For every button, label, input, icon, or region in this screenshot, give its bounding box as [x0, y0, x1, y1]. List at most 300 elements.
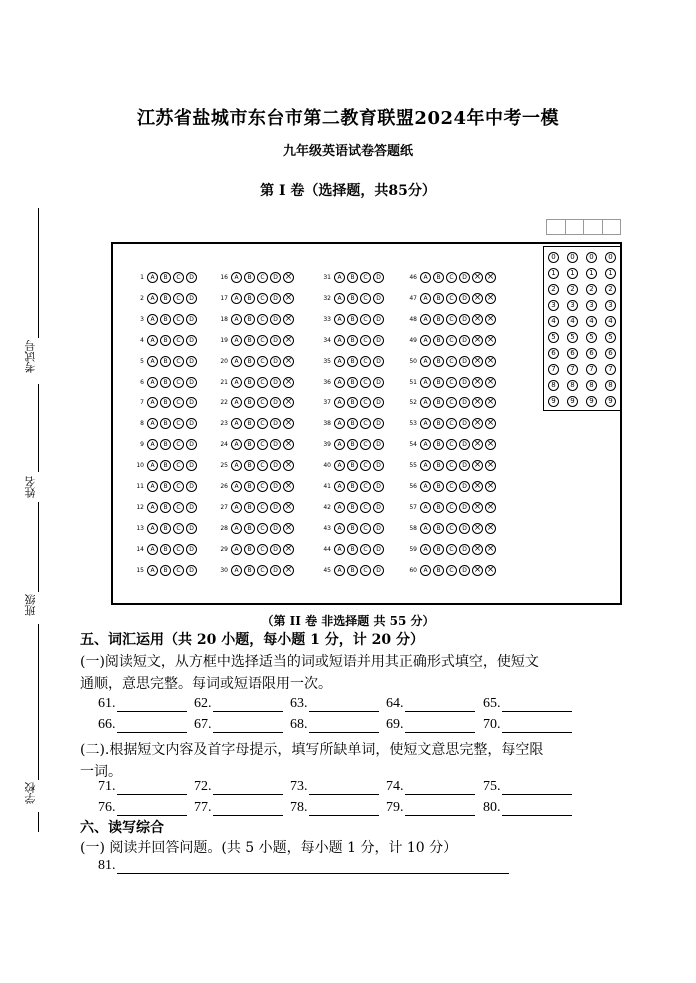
option-bubble[interactable]: D [186, 397, 197, 408]
option-bubble[interactable]: A [420, 439, 431, 450]
option-bubble[interactable]: C [446, 272, 457, 283]
option-bubble[interactable]: A [231, 418, 242, 429]
option-bubble[interactable]: A [231, 335, 242, 346]
option-bubble[interactable]: A [231, 293, 242, 304]
answer-blank[interactable] [483, 800, 572, 816]
option-bubble[interactable]: A [231, 356, 242, 367]
option-bubble[interactable]: A [147, 439, 158, 450]
option-bubble[interactable]: D [186, 502, 197, 513]
digit-bubble[interactable]: 5 [567, 332, 578, 343]
digit-bubble[interactable]: 9 [567, 396, 578, 407]
blank-line[interactable] [309, 697, 379, 712]
option-bubble[interactable]: C [257, 544, 268, 555]
option-bubble[interactable]: B [347, 502, 358, 513]
answer-blank[interactable] [386, 696, 475, 712]
option-bubble[interactable]: C [173, 272, 184, 283]
option-bubble[interactable]: D [459, 460, 470, 471]
option-bubble[interactable]: D [270, 502, 281, 513]
blank-line[interactable] [502, 697, 572, 712]
option-bubble[interactable]: D [459, 272, 470, 283]
option-bubble[interactable]: A [420, 502, 431, 513]
option-bubble[interactable]: B [160, 418, 171, 429]
option-bubble[interactable]: D [270, 460, 281, 471]
option-bubble[interactable]: C [257, 481, 268, 492]
option-bubble[interactable]: B [433, 293, 444, 304]
blank-line[interactable] [405, 697, 475, 712]
option-bubble[interactable]: A [334, 460, 345, 471]
option-bubble[interactable]: C [446, 523, 457, 534]
exam-number-boxes[interactable] [546, 219, 621, 235]
option-bubble[interactable]: A [147, 397, 158, 408]
option-bubble[interactable]: C [257, 439, 268, 450]
option-bubble[interactable]: C [446, 397, 457, 408]
option-bubble[interactable]: A [420, 397, 431, 408]
digit-bubble[interactable]: 2 [586, 284, 597, 295]
option-bubble[interactable]: C [257, 272, 268, 283]
option-bubble[interactable]: B [433, 272, 444, 283]
option-bubble[interactable]: D [373, 439, 384, 450]
option-bubble[interactable]: B [347, 356, 358, 367]
option-bubble[interactable]: C [360, 544, 371, 555]
option-bubble[interactable]: D [186, 356, 197, 367]
digit-bubble[interactable]: 9 [605, 396, 616, 407]
option-bubble[interactable]: A [334, 293, 345, 304]
option-bubble[interactable]: D [186, 439, 197, 450]
option-bubble[interactable]: B [433, 377, 444, 388]
option-bubble[interactable]: C [446, 314, 457, 325]
option-bubble[interactable]: A [147, 335, 158, 346]
option-bubble[interactable]: A [231, 502, 242, 513]
blank-line[interactable] [405, 801, 475, 816]
option-bubble[interactable]: C [446, 377, 457, 388]
option-bubble[interactable]: D [270, 314, 281, 325]
option-bubble[interactable]: D [373, 397, 384, 408]
digit-bubble[interactable]: 8 [586, 380, 597, 391]
blank-line[interactable] [502, 801, 572, 816]
digit-bubble[interactable]: 8 [605, 380, 616, 391]
option-bubble[interactable]: B [347, 335, 358, 346]
option-bubble[interactable]: D [373, 460, 384, 471]
answer-blank[interactable] [483, 717, 572, 733]
option-bubble[interactable]: C [360, 418, 371, 429]
digit-bubble[interactable]: 7 [586, 364, 597, 375]
option-bubble[interactable]: A [420, 523, 431, 534]
option-bubble[interactable]: C [360, 377, 371, 388]
option-bubble[interactable]: B [244, 377, 255, 388]
option-bubble[interactable]: D [270, 439, 281, 450]
option-bubble[interactable]: A [334, 335, 345, 346]
option-bubble[interactable]: C [360, 481, 371, 492]
option-bubble[interactable]: D [270, 523, 281, 534]
option-bubble[interactable]: A [420, 314, 431, 325]
blank-line[interactable] [502, 780, 572, 795]
digit-bubble[interactable]: 6 [586, 348, 597, 359]
option-bubble[interactable]: C [257, 377, 268, 388]
option-bubble[interactable]: D [373, 335, 384, 346]
answer-blank[interactable] [98, 779, 187, 795]
blank-line[interactable] [309, 801, 379, 816]
option-bubble[interactable]: B [160, 460, 171, 471]
option-bubble[interactable]: B [433, 335, 444, 346]
option-bubble[interactable]: D [459, 544, 470, 555]
digit-bubble[interactable]: 8 [548, 380, 559, 391]
option-bubble[interactable]: B [347, 565, 358, 576]
digit-bubble[interactable]: 1 [586, 268, 597, 279]
answer-blank[interactable] [290, 779, 379, 795]
option-bubble[interactable]: A [334, 502, 345, 513]
option-bubble[interactable]: B [244, 418, 255, 429]
option-bubble[interactable]: A [334, 377, 345, 388]
option-bubble[interactable]: D [186, 314, 197, 325]
option-bubble[interactable]: A [147, 481, 158, 492]
digit-bubble[interactable]: 1 [548, 268, 559, 279]
option-bubble[interactable]: A [231, 377, 242, 388]
digit-bubble[interactable]: 9 [586, 396, 597, 407]
option-bubble[interactable]: D [373, 356, 384, 367]
option-bubble[interactable]: C [360, 502, 371, 513]
option-bubble[interactable]: C [173, 460, 184, 471]
option-bubble[interactable]: D [373, 272, 384, 283]
option-bubble[interactable]: B [244, 439, 255, 450]
option-bubble[interactable]: C [446, 544, 457, 555]
digit-bubble[interactable]: 3 [548, 300, 559, 311]
option-bubble[interactable]: B [347, 272, 358, 283]
option-bubble[interactable]: B [244, 356, 255, 367]
option-bubble[interactable]: B [244, 397, 255, 408]
option-bubble[interactable]: C [257, 356, 268, 367]
answer-blank[interactable] [290, 717, 379, 733]
option-bubble[interactable]: B [433, 460, 444, 471]
option-bubble[interactable]: A [231, 544, 242, 555]
digit-bubble[interactable]: 1 [567, 268, 578, 279]
option-bubble[interactable]: C [257, 293, 268, 304]
option-bubble[interactable]: A [420, 377, 431, 388]
option-bubble[interactable]: B [347, 544, 358, 555]
option-bubble[interactable]: D [270, 481, 281, 492]
option-bubble[interactable]: D [373, 502, 384, 513]
option-bubble[interactable]: B [244, 293, 255, 304]
option-bubble[interactable]: A [147, 377, 158, 388]
option-bubble[interactable]: D [186, 418, 197, 429]
option-bubble[interactable]: C [173, 418, 184, 429]
digit-bubble[interactable]: 4 [548, 316, 559, 327]
digit-bubble[interactable]: 5 [605, 332, 616, 343]
option-bubble[interactable]: B [244, 481, 255, 492]
option-bubble[interactable]: A [147, 418, 158, 429]
option-bubble[interactable]: B [244, 272, 255, 283]
option-bubble[interactable]: B [433, 314, 444, 325]
option-bubble[interactable]: D [373, 418, 384, 429]
blank-line[interactable] [405, 780, 475, 795]
option-bubble[interactable]: B [160, 481, 171, 492]
answer-81[interactable]: 81. [98, 858, 509, 874]
option-bubble[interactable]: C [257, 460, 268, 471]
blank-line[interactable] [405, 718, 475, 733]
option-bubble[interactable]: C [173, 377, 184, 388]
option-bubble[interactable]: C [446, 418, 457, 429]
answer-blank[interactable] [194, 717, 283, 733]
blank-line[interactable] [213, 780, 283, 795]
option-bubble[interactable]: D [459, 314, 470, 325]
digit-bubble[interactable]: 4 [605, 316, 616, 327]
blank-line[interactable] [213, 697, 283, 712]
option-bubble[interactable]: A [231, 397, 242, 408]
option-bubble[interactable]: A [334, 272, 345, 283]
option-bubble[interactable]: B [160, 293, 171, 304]
digit-bubble[interactable]: 6 [605, 348, 616, 359]
option-bubble[interactable]: D [186, 565, 197, 576]
option-bubble[interactable]: C [360, 397, 371, 408]
digit-bubble[interactable]: 0 [605, 252, 616, 263]
option-bubble[interactable]: D [270, 397, 281, 408]
option-bubble[interactable]: A [334, 439, 345, 450]
answer-blank[interactable] [386, 800, 475, 816]
digit-bubble[interactable]: 2 [605, 284, 616, 295]
option-bubble[interactable]: C [446, 439, 457, 450]
option-bubble[interactable]: D [373, 565, 384, 576]
digit-bubble[interactable]: 8 [567, 380, 578, 391]
digit-bubble[interactable]: 5 [586, 332, 597, 343]
option-bubble[interactable]: D [373, 377, 384, 388]
option-bubble[interactable]: A [147, 502, 158, 513]
digit-bubble[interactable]: 9 [548, 396, 559, 407]
option-bubble[interactable]: B [160, 397, 171, 408]
option-bubble[interactable]: A [420, 335, 431, 346]
option-bubble[interactable]: B [433, 439, 444, 450]
option-bubble[interactable]: A [334, 314, 345, 325]
option-bubble[interactable]: D [270, 544, 281, 555]
option-bubble[interactable]: D [459, 418, 470, 429]
option-bubble[interactable]: A [420, 272, 431, 283]
option-bubble[interactable]: A [420, 356, 431, 367]
digit-bubble[interactable]: 7 [605, 364, 616, 375]
option-bubble[interactable]: C [360, 439, 371, 450]
option-bubble[interactable]: C [446, 293, 457, 304]
option-bubble[interactable]: B [347, 418, 358, 429]
option-bubble[interactable]: D [186, 481, 197, 492]
option-bubble[interactable]: A [334, 481, 345, 492]
option-bubble[interactable]: A [147, 565, 158, 576]
option-bubble[interactable]: C [257, 335, 268, 346]
digit-bubble[interactable]: 3 [586, 300, 597, 311]
option-bubble[interactable]: D [270, 565, 281, 576]
option-bubble[interactable]: A [334, 356, 345, 367]
option-bubble[interactable]: C [360, 460, 371, 471]
option-bubble[interactable]: A [420, 418, 431, 429]
answer-blank[interactable] [98, 800, 187, 816]
option-bubble[interactable]: B [160, 377, 171, 388]
answer-blank[interactable] [98, 696, 187, 712]
option-bubble[interactable]: C [173, 481, 184, 492]
option-bubble[interactable]: C [173, 565, 184, 576]
option-bubble[interactable]: A [420, 293, 431, 304]
option-bubble[interactable]: B [160, 523, 171, 534]
option-bubble[interactable]: B [433, 502, 444, 513]
digit-bubble[interactable]: 2 [567, 284, 578, 295]
option-bubble[interactable]: D [459, 335, 470, 346]
option-bubble[interactable]: A [147, 314, 158, 325]
digit-bubble[interactable]: 0 [567, 252, 578, 263]
option-bubble[interactable]: A [334, 544, 345, 555]
option-bubble[interactable]: C [446, 460, 457, 471]
option-bubble[interactable]: B [347, 293, 358, 304]
option-bubble[interactable]: B [244, 565, 255, 576]
option-bubble[interactable]: A [334, 418, 345, 429]
option-bubble[interactable]: A [147, 544, 158, 555]
option-bubble[interactable]: A [420, 481, 431, 492]
option-bubble[interactable]: B [433, 523, 444, 534]
option-bubble[interactable]: C [173, 397, 184, 408]
digit-bubble[interactable]: 4 [567, 316, 578, 327]
option-bubble[interactable]: B [347, 481, 358, 492]
option-bubble[interactable]: B [160, 544, 171, 555]
option-bubble[interactable]: C [257, 418, 268, 429]
option-bubble[interactable]: B [244, 544, 255, 555]
digit-bubble[interactable]: 6 [567, 348, 578, 359]
option-bubble[interactable]: B [160, 565, 171, 576]
blank-line[interactable] [309, 718, 379, 733]
option-bubble[interactable]: D [270, 335, 281, 346]
option-bubble[interactable]: D [459, 523, 470, 534]
option-bubble[interactable]: B [433, 356, 444, 367]
option-bubble[interactable]: C [173, 502, 184, 513]
option-bubble[interactable]: C [360, 293, 371, 304]
option-bubble[interactable]: B [160, 356, 171, 367]
digit-bubble[interactable]: 6 [548, 348, 559, 359]
option-bubble[interactable]: B [244, 502, 255, 513]
blank-line[interactable] [117, 801, 187, 816]
answer-blank[interactable] [194, 800, 283, 816]
option-bubble[interactable]: D [270, 293, 281, 304]
option-bubble[interactable]: D [459, 356, 470, 367]
answer-blank[interactable] [386, 717, 475, 733]
option-bubble[interactable]: B [347, 397, 358, 408]
option-bubble[interactable]: C [257, 314, 268, 325]
option-bubble[interactable]: A [334, 397, 345, 408]
option-bubble[interactable]: C [173, 335, 184, 346]
option-bubble[interactable]: A [147, 356, 158, 367]
option-bubble[interactable]: C [446, 335, 457, 346]
digit-bubble[interactable]: 5 [548, 332, 559, 343]
answer-blank[interactable] [483, 696, 572, 712]
answer-blank[interactable] [98, 717, 187, 733]
option-bubble[interactable]: B [433, 418, 444, 429]
option-bubble[interactable]: D [373, 523, 384, 534]
option-bubble[interactable]: C [360, 523, 371, 534]
option-bubble[interactable]: D [459, 377, 470, 388]
option-bubble[interactable]: A [231, 565, 242, 576]
option-bubble[interactable]: A [231, 272, 242, 283]
option-bubble[interactable]: D [186, 460, 197, 471]
option-bubble[interactable]: C [446, 481, 457, 492]
option-bubble[interactable]: C [257, 502, 268, 513]
option-bubble[interactable]: C [360, 272, 371, 283]
answer-blank[interactable] [290, 800, 379, 816]
option-bubble[interactable]: B [160, 272, 171, 283]
option-bubble[interactable]: B [347, 523, 358, 534]
option-bubble[interactable]: C [257, 565, 268, 576]
option-bubble[interactable]: A [231, 523, 242, 534]
option-bubble[interactable]: B [433, 481, 444, 492]
digit-bubble[interactable]: 3 [605, 300, 616, 311]
blank-line[interactable] [309, 780, 379, 795]
option-bubble[interactable]: D [373, 293, 384, 304]
blank-line[interactable] [117, 718, 187, 733]
option-bubble[interactable]: D [270, 272, 281, 283]
option-bubble[interactable]: D [459, 481, 470, 492]
option-bubble[interactable]: D [459, 293, 470, 304]
option-bubble[interactable]: D [459, 439, 470, 450]
option-bubble[interactable]: B [244, 314, 255, 325]
option-bubble[interactable]: D [186, 293, 197, 304]
option-bubble[interactable]: C [360, 356, 371, 367]
option-bubble[interactable]: B [160, 335, 171, 346]
option-bubble[interactable]: A [147, 460, 158, 471]
answer-81-line[interactable] [117, 859, 509, 874]
option-bubble[interactable]: D [270, 377, 281, 388]
option-bubble[interactable]: D [373, 314, 384, 325]
option-bubble[interactable]: C [360, 335, 371, 346]
option-bubble[interactable]: D [459, 502, 470, 513]
option-bubble[interactable]: B [347, 377, 358, 388]
option-bubble[interactable]: A [420, 460, 431, 471]
option-bubble[interactable]: D [186, 335, 197, 346]
digit-bubble[interactable]: 4 [586, 316, 597, 327]
option-bubble[interactable]: D [186, 544, 197, 555]
blank-line[interactable] [213, 801, 283, 816]
answer-blank[interactable] [290, 696, 379, 712]
option-bubble[interactable]: D [270, 418, 281, 429]
option-bubble[interactable]: B [347, 439, 358, 450]
option-bubble[interactable]: B [244, 460, 255, 471]
option-bubble[interactable]: A [420, 565, 431, 576]
blank-line[interactable] [117, 697, 187, 712]
option-bubble[interactable]: C [173, 544, 184, 555]
option-bubble[interactable]: C [173, 523, 184, 534]
blank-line[interactable] [502, 718, 572, 733]
answer-blank[interactable] [194, 696, 283, 712]
option-bubble[interactable]: B [433, 565, 444, 576]
option-bubble[interactable]: B [433, 397, 444, 408]
digit-bubble[interactable]: 1 [605, 268, 616, 279]
option-bubble[interactable]: C [257, 397, 268, 408]
option-bubble[interactable]: A [231, 460, 242, 471]
digit-bubble[interactable]: 0 [548, 252, 559, 263]
option-bubble[interactable]: A [231, 439, 242, 450]
option-bubble[interactable]: C [446, 502, 457, 513]
option-bubble[interactable]: B [244, 335, 255, 346]
digit-bubble[interactable]: 2 [548, 284, 559, 295]
option-bubble[interactable]: C [173, 439, 184, 450]
option-bubble[interactable]: C [173, 356, 184, 367]
option-bubble[interactable]: C [446, 565, 457, 576]
digit-bubble[interactable]: 7 [567, 364, 578, 375]
option-bubble[interactable]: A [231, 314, 242, 325]
option-bubble[interactable]: B [160, 314, 171, 325]
option-bubble[interactable]: D [459, 397, 470, 408]
answer-blank[interactable] [386, 779, 475, 795]
option-bubble[interactable]: C [360, 565, 371, 576]
option-bubble[interactable]: D [186, 272, 197, 283]
option-bubble[interactable]: D [373, 481, 384, 492]
option-bubble[interactable]: A [147, 272, 158, 283]
option-bubble[interactable]: B [347, 460, 358, 471]
answer-blank[interactable] [483, 779, 572, 795]
digit-bubble[interactable]: 3 [567, 300, 578, 311]
option-bubble[interactable]: A [420, 544, 431, 555]
option-bubble[interactable]: C [446, 356, 457, 367]
option-bubble[interactable]: D [459, 565, 470, 576]
